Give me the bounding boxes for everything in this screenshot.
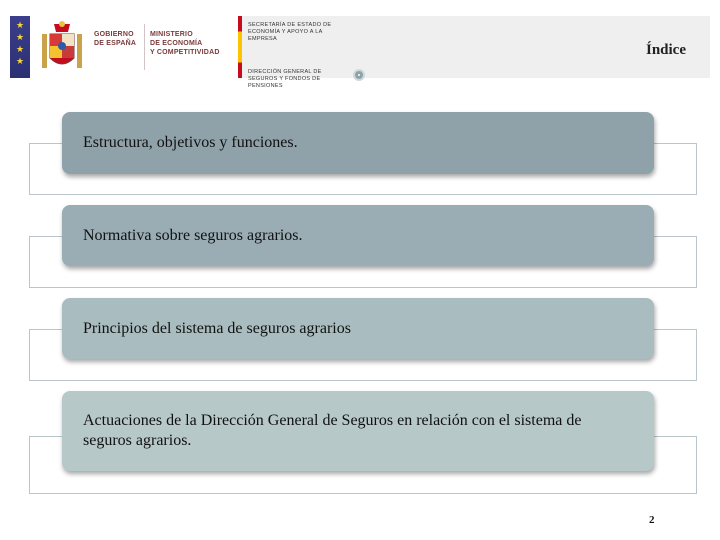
government-logo <box>10 16 239 78</box>
gov-line-1: GOBIERNO <box>94 31 134 38</box>
item-label: Normativa sobre seguros agrarios. <box>83 226 303 244</box>
page-number: 2 <box>649 514 655 526</box>
ring-icon <box>353 69 365 81</box>
star-icon: ★ <box>15 45 25 55</box>
secretaria-label: SECRETARÍA DE ESTADO DE ECONOMÍA Y APOYO A LA EMPRESA <box>248 22 332 42</box>
eu-flag-strip <box>10 16 30 78</box>
ministry-line-3: Y COMPETITIVIDAD <box>150 49 220 56</box>
item-label: Estructura, objetivos y funciones. <box>83 134 298 151</box>
item-card[interactable] <box>62 391 654 471</box>
item-label: Actuaciones de la Dirección General de Seguros en relación con el sistema de seguros agrarios. <box>83 412 582 449</box>
direccion-label: DIRECCIÓN GENERAL DE SEGUROS Y FONDOS DE PENSIONES <box>248 69 322 89</box>
coat-of-arms-icon <box>40 20 84 74</box>
spain-flag-bar <box>238 16 242 78</box>
star-icon: ★ <box>15 33 25 43</box>
ministry-line-1: MINISTERIO <box>150 31 193 38</box>
item-card[interactable] <box>62 112 654 174</box>
government-name <box>94 30 146 48</box>
page-title: Índice <box>645 42 686 58</box>
star-icon: ★ <box>15 57 25 67</box>
gov-line-2: DE ESPAÑA <box>94 40 137 47</box>
ministry-line-2: DE ECONOMÍA <box>150 40 203 47</box>
logo-divider <box>144 24 145 70</box>
ministry-name <box>150 30 234 57</box>
item-card[interactable] <box>62 298 654 359</box>
item-card[interactable] <box>62 205 654 266</box>
item-label: Principios del sistema de seguros agrarios <box>83 319 351 337</box>
star-icon: ★ <box>15 21 25 31</box>
